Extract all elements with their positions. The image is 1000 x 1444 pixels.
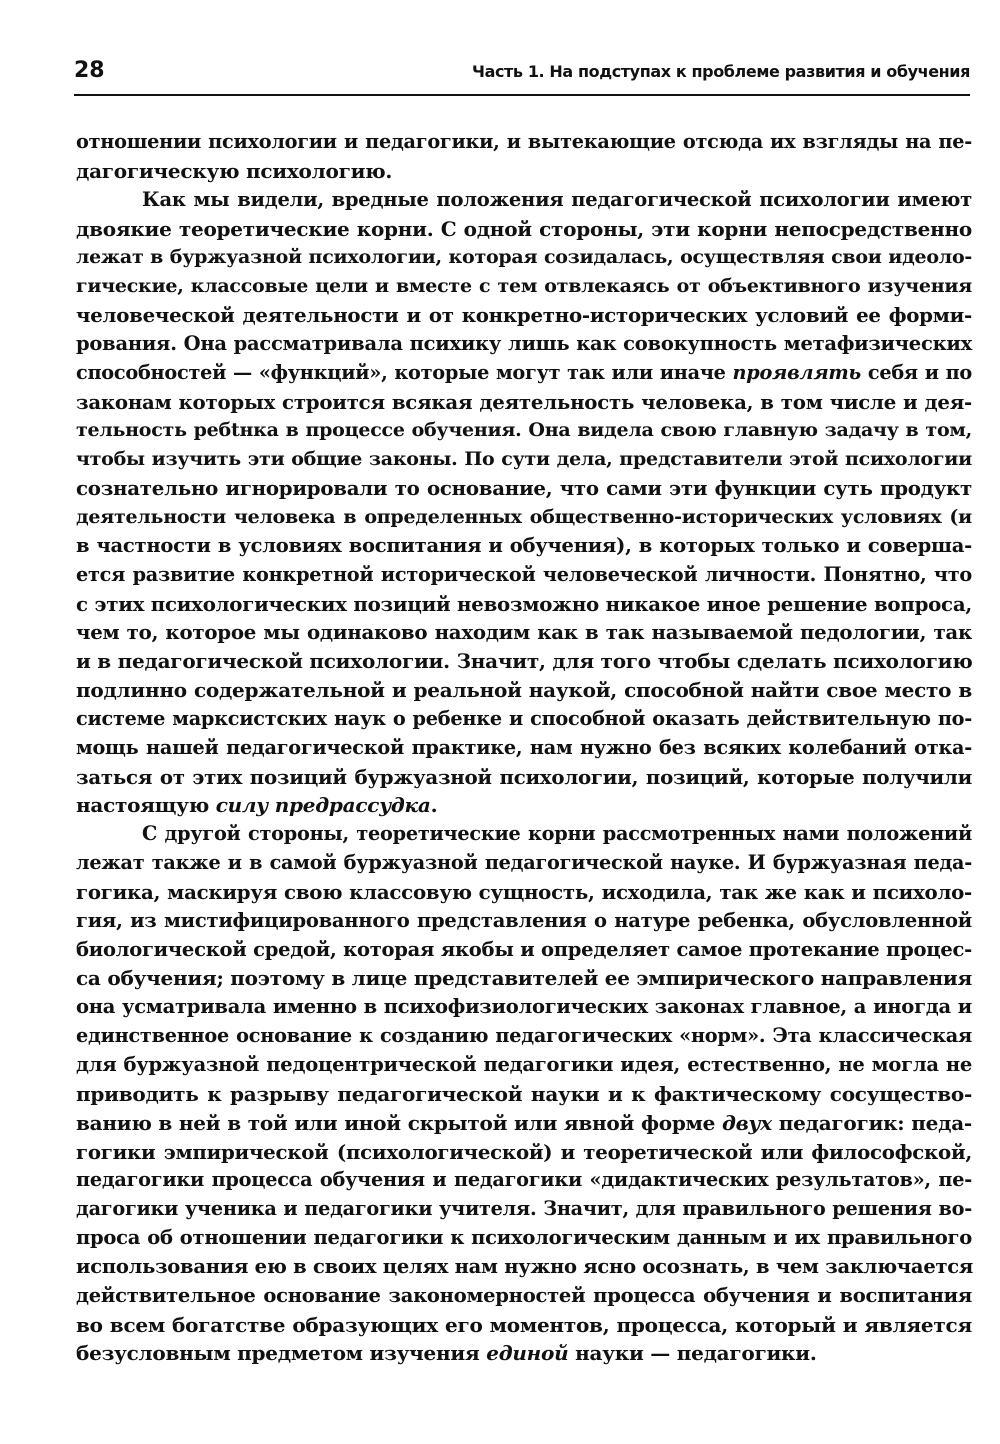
text-line: мощь нашей педагогической практике, нам нужно без всяких колебаний отка- xyxy=(76,735,972,759)
text-line xyxy=(76,791,972,820)
text-line: гогики эмпирической (психологической) и теоретической или философской, xyxy=(76,1139,972,1164)
text-line: и в педагогической психологии. Значит, для того чтобы сделать психологию xyxy=(76,649,973,674)
italic-emphasis: проявлять xyxy=(732,360,862,384)
text-line xyxy=(76,359,972,388)
text-line: са обучения; поэтому в лице представителей ее эмпирического направления xyxy=(76,966,973,991)
text-line: дагогическую психологию. xyxy=(76,158,393,183)
text-line: системе марксистских наук о ребенке и способной оказать действительную по- xyxy=(76,706,972,730)
text-line: гические, классовые цели и вместе с тем отвлекаясь от объективного изучения xyxy=(76,275,972,298)
text-segment: безусловным предметом изучения xyxy=(76,1341,487,1366)
text-line: чем то, которое мы одинаково находим как в так называемой педологии, так xyxy=(76,620,972,645)
text-line: дагогики ученика и педагогики учителя. Значит, для правильного решения во- xyxy=(76,1197,972,1221)
text-segment: педагогик: педа- xyxy=(771,1110,972,1135)
text-segment: себя и по xyxy=(861,360,972,384)
text-line: биологической средой, которая якобы и определяет самое протекание процес- xyxy=(76,937,972,961)
paragraph-2 xyxy=(76,186,972,821)
text-line xyxy=(76,1109,972,1138)
running-head: Часть 1. На подступах к проблеме развития и обучения xyxy=(472,62,970,81)
body-text xyxy=(76,128,972,1368)
text-line: деятельности человека в определенных общественно-исторических условиях (и xyxy=(76,505,972,528)
text-line: приводить к разрыву педагогической науки и к фактическому сосущество- xyxy=(76,1081,972,1106)
text-line: рования. Она рассматривала психику лишь как совокупность метафизических xyxy=(76,331,972,355)
italic-emphasis: силу предрассудка xyxy=(215,793,431,818)
text-line: гия, из мистифицированного представления о натуре ребенка, обусловленной xyxy=(76,908,972,932)
text-line: использования ею в своих целях нам нужно ясно осознать, в чем заключается xyxy=(76,1254,974,1278)
text-segment: настоящую xyxy=(76,793,216,818)
text-segment: ванию в ней в той или иной скрытой или явной форме xyxy=(76,1110,722,1135)
text-line xyxy=(76,1339,972,1368)
text-segment: науки — педагогики. xyxy=(568,1341,817,1366)
paragraph-1 xyxy=(76,128,972,186)
text-line: с этих психологических позиций невозможно никакое иное решение вопроса, xyxy=(76,591,972,616)
text-line: законам которых строится всякая деятельность человека, в том числе и дея- xyxy=(76,389,972,414)
page-number: 28 xyxy=(74,58,105,83)
text-line: человеческой деятельности и от конкретно-исторических условий ее форми- xyxy=(76,303,972,328)
text-line: двоякие теоретические корни. С одной стороны, эти корни непосредственно xyxy=(76,216,972,241)
text-line: лежат в буржуазной психологии, которая созидалась, осуществляя свои идеоло- xyxy=(76,246,972,269)
text-line: сознательно игнорировали то основание, что сами эти функции суть продукт xyxy=(76,476,972,501)
text-segment: способностей — «функций», которые могут так или иначе xyxy=(76,360,733,384)
text-line: чтобы изучить эти общие законы. По сути дела, представители этой психологии xyxy=(76,448,972,471)
text-segment: . xyxy=(430,793,438,818)
text-line: ется развитие конкретной исторической человеческой личности. Понятно, что xyxy=(76,562,972,586)
text-line: единственное основание к созданию педагогических «норм». Эта классическая xyxy=(76,1024,972,1048)
text-line: для буржуазной педоцентрической педагогики идея, естественно, не могла не xyxy=(76,1053,972,1076)
page-header xyxy=(74,58,970,96)
text-line: подлинно содержательной и реальной наукой, способной найти свое место в xyxy=(76,678,972,703)
text-line: во всем богатстве образующих его моментов, процесса, который и является xyxy=(76,1312,972,1337)
paragraph-3 xyxy=(76,820,972,1368)
text-line: действительное основание закономерностей процесса обучения и воспитания xyxy=(76,1283,972,1307)
italic-emphasis: единой xyxy=(486,1341,569,1366)
text-line: в частности в условиях воспитания и обучения), в которых только и соверша- xyxy=(76,533,972,557)
text-line: Как мы видели, вредные положения педагогической психологии имеют xyxy=(142,187,972,211)
text-line: отношении психологии и педагогики, и вытекающие отсюда их взгляды на пе- xyxy=(76,130,972,153)
text-line: она усматривала именно в психофизиологических законах главное, а иногда и xyxy=(76,995,972,1019)
text-line: проса об отношении педагогики к психологическим данным и их правильного xyxy=(76,1226,972,1250)
text-line: заться от этих позиций буржуазной психологии, позиций, которые получили xyxy=(76,764,972,789)
text-line: С другой стороны, теоретические корни рассмотренных нами положений xyxy=(142,822,972,846)
text-line: лежат также и в самой буржуазной педагогической науке. И буржуазная педа- xyxy=(76,851,972,875)
text-line: гогика, маскируя свою классовую сущность, исходила, так же как и психоло- xyxy=(76,879,972,904)
text-line: тельность ребtнка в процессе обучения. Она видела свою главную задачу в том, xyxy=(76,419,972,442)
italic-emphasis: двух xyxy=(722,1110,772,1135)
text-line: педагогики процесса обучения и педагогики «дидактических результатов», пе- xyxy=(76,1168,972,1192)
